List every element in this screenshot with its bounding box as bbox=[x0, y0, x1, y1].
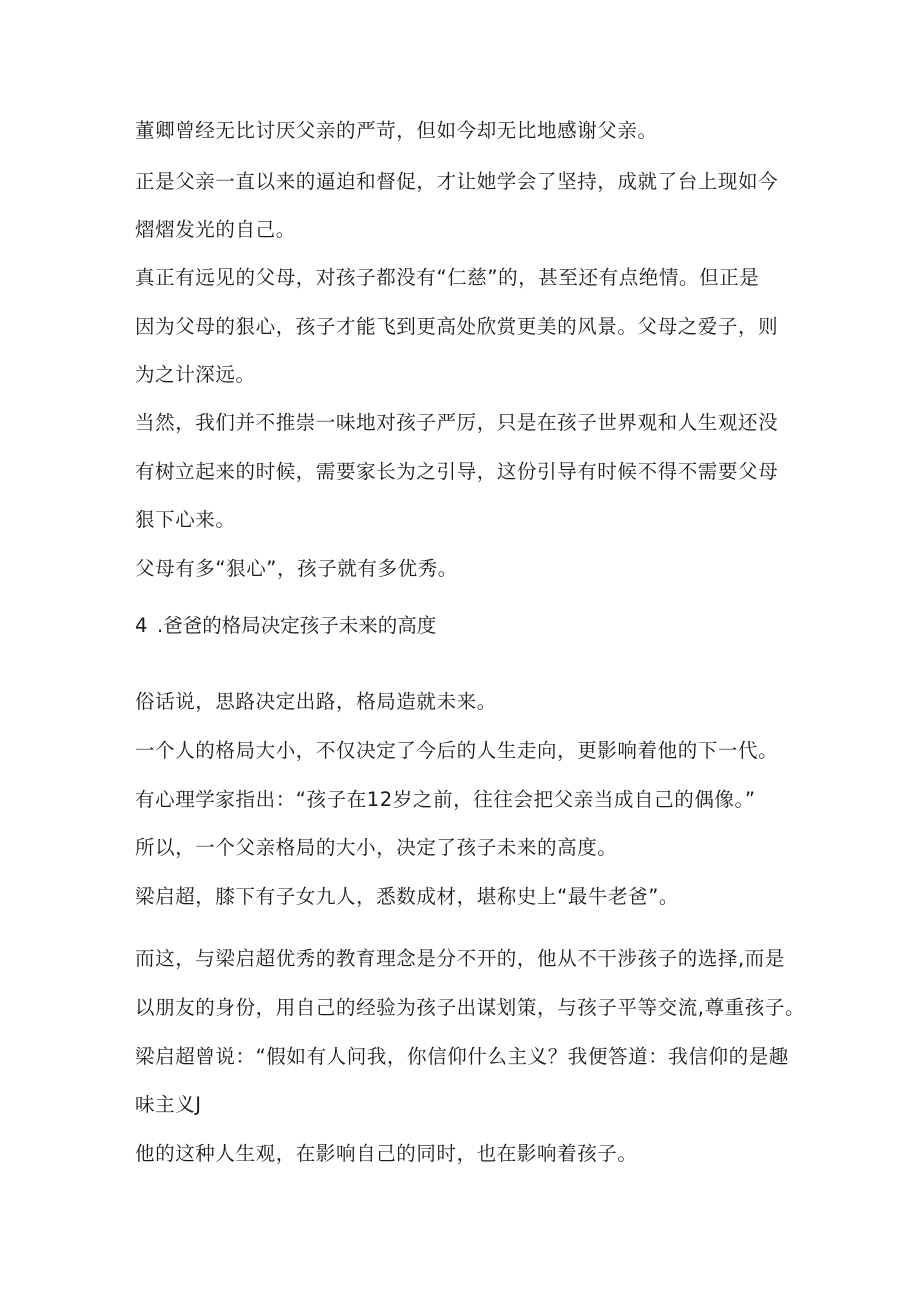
paragraph-line: 正是父亲一直以来的逼迫和督促，才让她学会了坚持，成就了台上现如今 bbox=[135, 170, 779, 193]
paragraph-line: 味主义J bbox=[135, 1093, 202, 1116]
paragraph-line: 父母有多“狠心”，孩子就有多优秀。 bbox=[135, 557, 458, 580]
paragraph-line: 俗话说，思路决定出路，格局造就未来。 bbox=[135, 690, 497, 713]
paragraph-line: 有心理学家指出：“孩子在12岁之前，往往会把父亲当成自己的偶像。” bbox=[135, 788, 756, 811]
section-title: .爸爸的格局决定孩子未来的高度 bbox=[157, 614, 437, 637]
paragraph-line: 当然，我们并不推崇一味地对孩子严厉，只是在孩子世界观和人生观还没 bbox=[135, 411, 779, 434]
paragraph-line: 一个人的格局大小，不仅决定了今后的人生走向，更影响着他的下一代。 bbox=[135, 739, 779, 762]
paragraph-line: 因为父母的狠心，孩子才能飞到更高处欣赏更美的风景。父母之爱子，则 bbox=[135, 315, 779, 338]
paragraph-line: 狠下心来。 bbox=[135, 508, 236, 531]
section-number: 4 bbox=[135, 614, 148, 637]
paragraph-line: 董卿曾经无比讨厌父亲的严苛，但如今却无比地感谢父亲。 bbox=[135, 119, 658, 142]
paragraph-line: 有树立起来的时候，需要家长为之引导，这份引导有时候不得不需要父母 bbox=[135, 460, 779, 483]
paragraph-line: 而这，与梁启超优秀的教育理念是分不开的，他从不干涉孩子的选择,而是 bbox=[135, 947, 785, 970]
paragraph-line: 梁启超曾说：“假如有人问我，你信仰什么主义？我便答道：我信仰的是趣 bbox=[135, 1045, 789, 1068]
paragraph-line: 熠熠发光的自己。 bbox=[135, 218, 296, 241]
paragraph-line: 为之计深远。 bbox=[135, 363, 256, 386]
paragraph-line: 梁启超，膝下有子女九人，悉数成材，堪称史上“最牛老爸”。 bbox=[135, 885, 680, 908]
paragraph-line: 所以，一个父亲格局的大小，决定了孩子未来的高度。 bbox=[135, 836, 618, 859]
section-heading bbox=[135, 612, 436, 640]
paragraph-line: 真正有远见的父母，对孩子都没有“仁慈”的，甚至还有点绝情。但正是 bbox=[135, 266, 760, 289]
paragraph-line: 以朋友的身份，用自己的经验为孩子出谋划策，与孩子平等交流,尊重孩子。 bbox=[135, 996, 806, 1019]
paragraph-line: 他的这种人生观，在影响自己的同时，也在影响着孩子。 bbox=[135, 1142, 638, 1165]
